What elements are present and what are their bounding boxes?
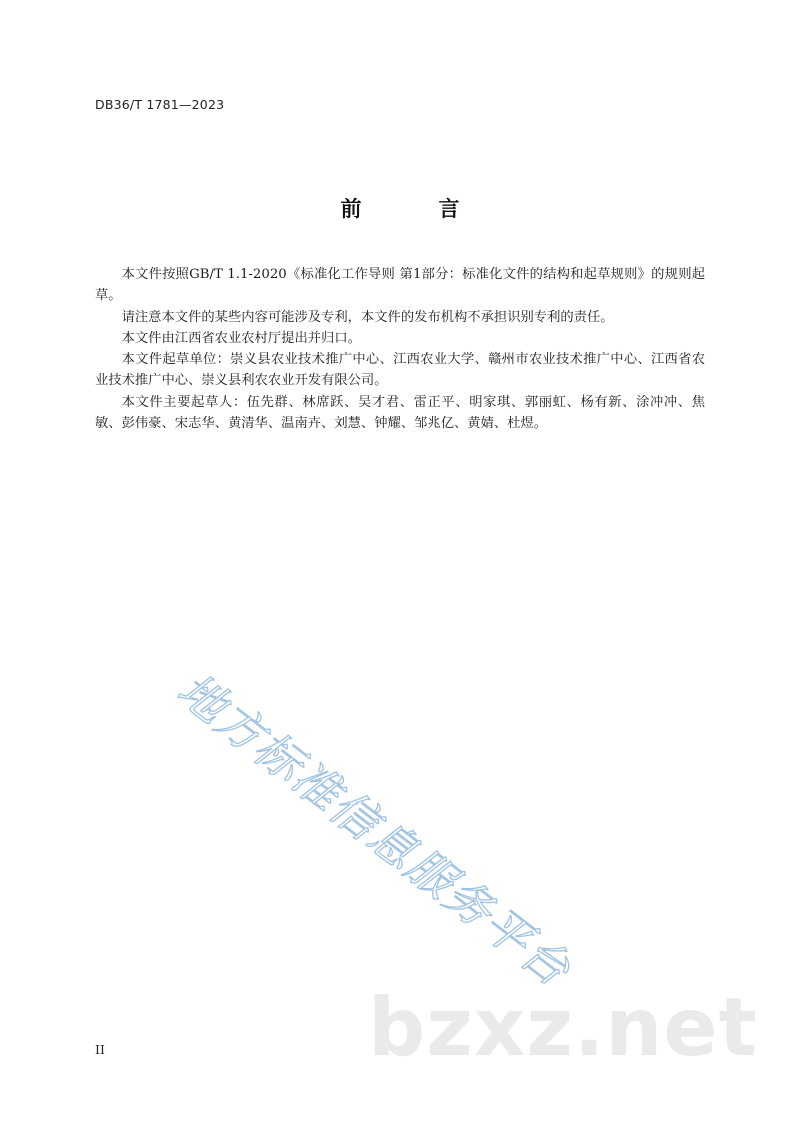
foreword-body [95,264,705,434]
watermark-site: bzxz.net [368,981,758,1074]
paragraph-drafters: 本文件主要起草人：伍先群、林席跃、吴才君、雷正平、明家琪、郭丽虹、杨有新、涂冲冲、焦敏、彭伟豪、宋志华、黄清华、温南卉、刘慧、钟耀、邹兆亿、黄婧、杜煜。 [95,394,705,432]
page-title: 前 言 [340,197,488,221]
paragraph-drafting-rules: 本文件按照GB/T 1.1-2020《标准化工作导则 第1部分：标准化文件的结构和起草规则》的规则起草。 [95,267,705,304]
standard-code: DB36/T 1781—2023 [95,97,225,112]
paragraph-drafting-units: 本文件起草单位：崇义县农业技术推广中心、江西农业大学、赣州市农业技术推广中心、江西省农业技术推广中心、崇义县利农农业开发有限公司。 [95,352,705,389]
paragraph-proposer: 本文件由江西省农业农村厅提出并归口。 [121,330,361,346]
page-number: II [95,1042,105,1057]
watermark-chinese: 地方标准信息服务平台 [167,662,582,998]
paragraph-patent-notice: 请注意本文件的某些内容可能涉及专利，本文件的发布机构不承担识别专利的责任。 [121,309,614,325]
